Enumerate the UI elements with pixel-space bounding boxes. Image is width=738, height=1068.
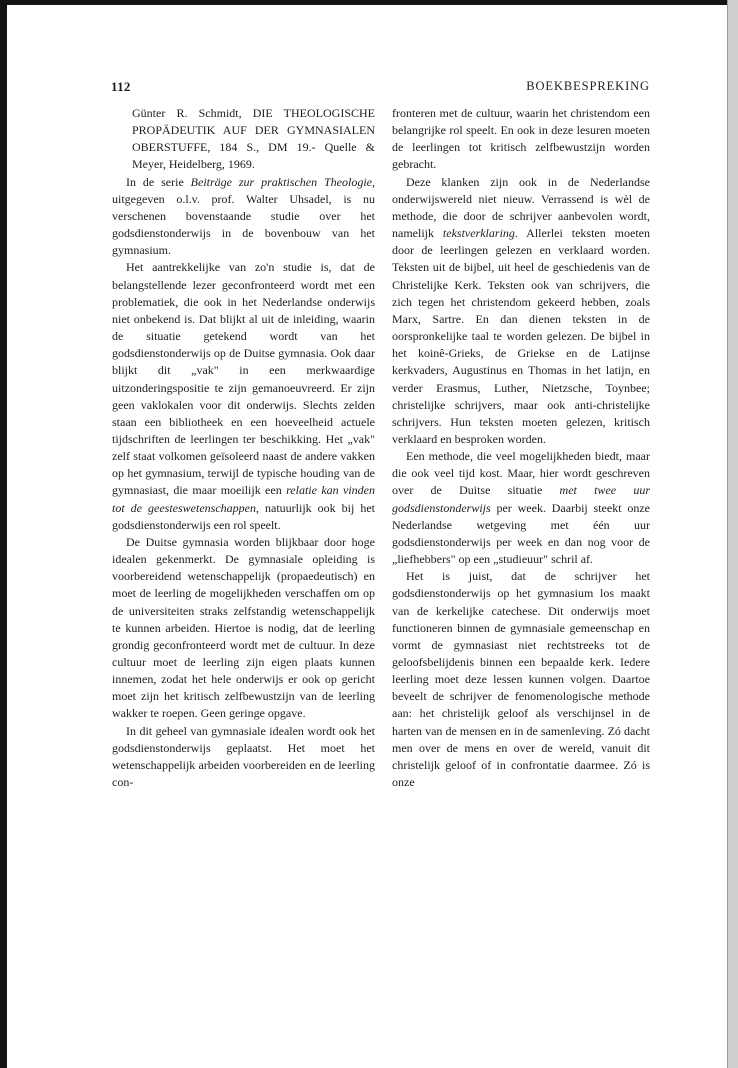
right-column <box>392 105 650 791</box>
text-run: . Allerlei teksten moeten door de leerlingen gelezen en verklaard worden. Teksten uit de bijbel, uit heel de geschiedenis van de Christelijke Kerk. Teksten ook van schrijvers, die zich tegen het christendom gekeerd hebben, zoals Marx, Sartre. En dan dienen teksten in de oorspronkelijke taal te worden gelezen. De bijbel in het koinê-Grieks, de Griekse en de Latijnse kerkvaders, Augustinus en Thomas in het latijn, en verder Erasmus, Luther, Nietzsche, Toynbee; christelijke schrijvers, maar ook anti-christelijke schrijvers. Hun teksten moeten gelezen, kritisch verklaard en besproken worden. <box>392 226 650 446</box>
paragraph <box>112 174 375 260</box>
paragraph: Het is juist, dat de schrijver het godsdienstonderwijs op het gymnasium los maakt van de kerkelijke catechese. Dit onderwijs moet functioneren binnen de gymnasiale gemeenschap en vormt de gymnasiast niet rechtstreeks tot de geloofsbelijdenis binnen een bepaalde kerk. Iedere leerling moet deze lessen kunnen volgen. Daartoe beveelt de schrijver de fenomenologische methode aan: het christelijk geloof als verschijnsel in de harten van de mensen en in de samenleving. Zó dacht men over de mens en over de wereld, vanuit dit christelijk geloof of in confrontatie daarmee. Zó is onze <box>392 569 650 790</box>
scan-border-left <box>0 0 7 1068</box>
text-run: , uitgegeven o.l.v. prof. Walter Uhsadel, is nu verschenen bovenstaande studie over het godsdienstonderwijs in de bovenbouw van het gymnasium. <box>112 174 376 258</box>
paragraph <box>392 448 650 568</box>
scan-border-right <box>728 0 738 1068</box>
emphasis-text: relatie kan vinden tot de geesteswetenschappen <box>112 483 375 515</box>
text-run: Een methode, die veel mogelijkheden biedt, maar die ook veel tijd kost. Maar, hier wordt geschreven over de Duitse situatie <box>392 449 650 498</box>
text-run: per week. Daarbij steekt onze Nederlandse wetgeving met één uur godsdienstonderwijs per week en dan nog voor de „liefhebbers" op een „studieuur" schril af. <box>392 500 650 567</box>
paragraph <box>392 174 650 449</box>
left-column <box>112 105 375 791</box>
series-title: Beiträge zur praktischen Theologie <box>190 174 373 189</box>
text-run: Het aantrekkelijke van zo'n studie is, dat de belangstellende lezer geconfronteerd wordt met een problematiek, die ook in het Nederlandse onderwijs niet onbekend is. Dat blijkt al uit de inleiding, waarin de situatie getekend wordt van het godsdienstonderwijs op de Duitse gymnasia. Ook daar blijkt dit „vak" in een merkwaardige uitzonderingspositie te zijn gemanoeuvreerd. Er zijn geen vaklokalen voor dit onderwijs. Slechts zelden staan een bibliotheek en een hoeveelheid actuele tijdschriften de leerlingen ter beschikking. Het „vak" zelf staat volkomen geïsoleerd naast de andere vakken op het gymnasium, terwijl de typische houding van de gymnasiast, die maar moeilijk een <box>112 260 375 498</box>
text-run: , natuurlijk ook bij het godsdienstonderwijs een rol speelt. <box>112 500 375 532</box>
paragraph: In dit geheel van gymnasiale idealen wordt ook het godsdienstonderwijs geplaatst. Het moet het wetenschappelijk arbeiden voorbereiden en de leerling con- <box>112 723 375 790</box>
book-reference: Günter R. Schmidt, DIE THEOLOGISCHE PROPÄDEUTIK AUF DER GYMNASIALEN OBERSTUFFE, 184 S., DM 19.- Quelle & Meyer, Heidelberg, 1969. <box>132 106 375 172</box>
text-run: Deze klanken zijn ook in de Nederlandse onderwijswereld niet nieuw. Verrassend is wèl de methode, die door de schrijver aanbevolen wordt, namelijk <box>392 174 650 241</box>
emphasis-text: met twee uur godsdienstonderwijs <box>392 483 650 515</box>
text-run: In de serie <box>126 174 191 189</box>
emphasis-text: tekstverklaring <box>442 226 515 241</box>
page-number: 112 <box>111 79 131 94</box>
scan-border-top <box>0 0 738 5</box>
paragraph: De Duitse gymnasia worden blijkbaar door hoge idealen gekenmerkt. De gymnasiale opleiding is voorbereidend wetenschappelijk (propaedeutisch) en moet de leerling de mogelijkheden verschaffen om op de universiteiten straks zelfstandig wetenschappelijk te kunnen arbeiden. Hiertoe is nodig, dat de leerling grondig geconfronteerd wordt met de cultuur. In deze cultuur moet de leerling zijn eigen plaats kunnen innemen, zodat het hele onderwijs er ook op gericht moet zijn het kritisch zelfbewustzijn van de leerling wakker te roepen. Geen geringe opgave. <box>112 534 375 721</box>
running-head: BOEKBESPREKING <box>526 79 650 93</box>
paragraph <box>112 259 375 534</box>
paragraph: fronteren met de cultuur, waarin het christendom een belangrijke rol speelt. En ook in deze lesuren moeten de leerlingen tot kritisch zelfbewustzijn worden gebracht. <box>392 106 650 172</box>
